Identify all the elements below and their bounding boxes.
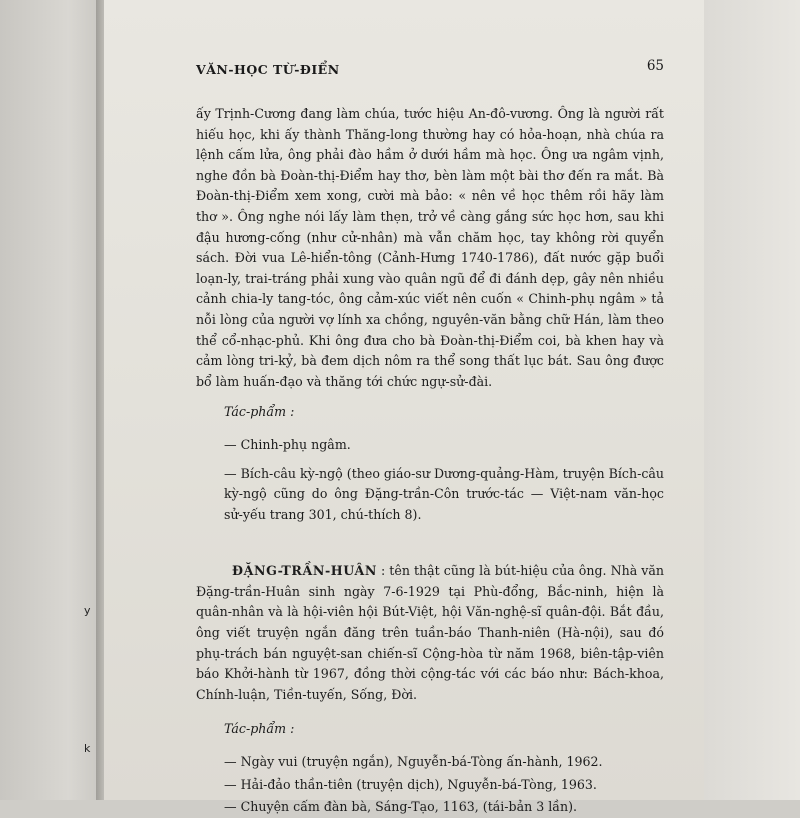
works-label: Tác-phẩm : [224, 404, 295, 420]
work-item: — Hải-đảo thần-tiên (truyện dịch), Nguyễn-bá-Tòng, 1963. [224, 776, 597, 792]
book-gutter [96, 0, 104, 800]
page-header [196, 58, 664, 82]
book-page [104, 0, 704, 815]
page-content [196, 104, 664, 818]
work-item: — Chuyện cấm đàn bà, Sáng-Tạo, 1163, (tái-bản 3 lần). [224, 799, 578, 815]
side-mark: y [84, 604, 91, 617]
entry-paragraph: ấy Trịnh-Cương đang làm chúa, tước hiệu An-đô-vương. Ông là người rất hiếu học, khi ấy thành Thăng-long thường hay có hỏa-hoạn, nhà chúa ra lệnh cấm lửa, ông phải đào hầm ở dưới hầm mà học. Ông ưa ngâm vịnh, nghe đồn bà Đoàn-thị-Điểm hay thơ, bèn làm một bài thơ đến ra mắt. Bà Đoàn-thị-Điểm xem xong, cười mà bảo: « nên về học thêm rồi hãy làm thơ ». Ông nghe nói lấy làm thẹn, trở về càng gắng sức học hơn, sau khi đậu hương-cống (như cử-nhân) mà vẫn chăm học, tay không rời quyển sách. Đời vua Lê-hiển-tông (Cảnh-Hưng 1740-1786), đất nước gặp buổi loạn-ly, trai-tráng phải xung vào quân ngũ để đi đánh dẹp, gây nên nhiều cảnh chia-ly tang-tóc, ông cảm-xúc viết nên cuốn « Chinh-phụ ngâm » tả nỗi lòng của người vợ lính xa chồng, nguyên-văn bằng chữ Hán, làm theo thể cổ-nhạc-phủ. Khi ông đưa cho bà Đoàn-thị-Điểm coi, bà khen hay và cảm lòng tri-kỷ, bà đem dịch nôm ra thể song thất lục bát. Sau ông được bổ làm huấn-đạo và thăng tới chức ngự-sử-đài. [196, 106, 664, 389]
work-item: — Chinh-phụ ngâm. [224, 436, 351, 452]
entry-name: ĐẶNG-TRẦN-HUÂN [232, 563, 377, 579]
entry-paragraph: : tên thật cũng là bút-hiệu của ông. Nhà văn Đặng-trần-Huân sinh ngày 7-6-1929 tại Phù-đổng, Bắc-ninh, hiện là quân-nhân và là hội-viên hội Bút-Việt, hội Văn-nghệ-sĩ quân-đội. Bắt đầu, ông viết truyện ngắn đăng trên tuần-báo Thanh-niên (Hà-nội), sau đó phụ-trách bán nguyệt-san chiến-sĩ Cộng-hòa từ năm 1968, biên-tập-viên báo Khởi-hành từ 1967, đồng thời cộng-tác với các báo như: Bách-khoa, Chính-luận, Tiền-tuyến, Sống, Đời. [196, 563, 664, 702]
running-title: VĂN-HỌC TỪ-ĐIỂN [196, 62, 340, 77]
work-item: — Bích-câu kỳ-ngộ (theo giáo-sư Dương-quảng-Hàm, truyện Bích-câu kỳ-ngộ cũng do ông Đặng-trần-Côn trước-tác — Việt-nam văn-học sử-yếu trang 301, chú-thích 8). [224, 465, 664, 522]
work-item: — Ngày vui (truyện ngắn), Nguyễn-bá-Tòng ấn-hành, 1962. [224, 754, 603, 770]
facing-page-edge [0, 0, 98, 800]
works-label: Tác-phẩm : [224, 721, 295, 737]
dictionary-entry [196, 561, 664, 705]
page-number: 65 [646, 58, 664, 74]
background-right [704, 0, 800, 800]
side-mark: k [84, 742, 91, 755]
